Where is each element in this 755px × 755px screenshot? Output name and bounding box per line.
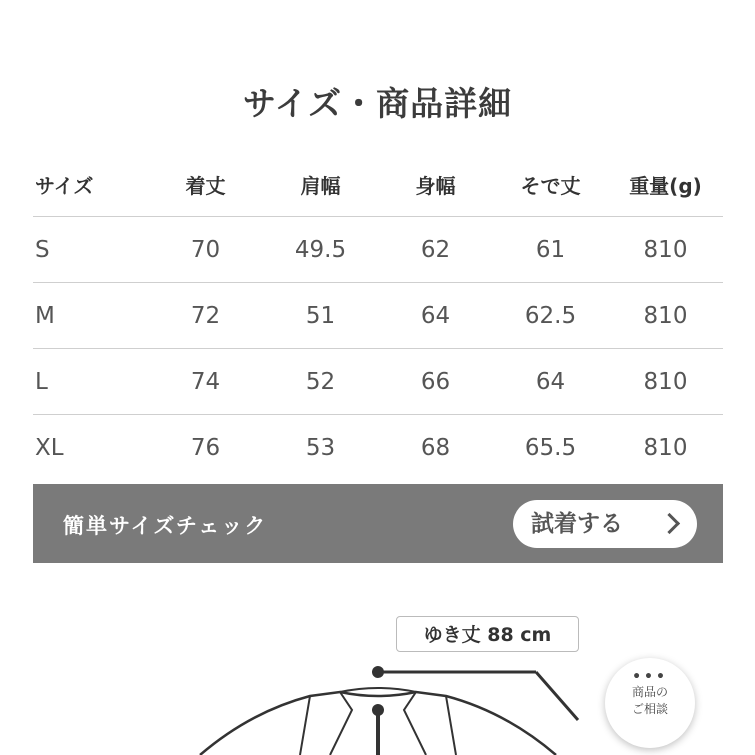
- sleeve-length-label: ゆき丈 88 cm: [396, 616, 579, 652]
- cell-width: 64: [378, 283, 493, 349]
- cell-weight: 810: [608, 349, 723, 415]
- jacket-left-lapel-outer: [300, 696, 310, 755]
- cell-length: 74: [148, 349, 263, 415]
- cell-width: 66: [378, 349, 493, 415]
- jacket-collar: [340, 688, 416, 692]
- header-length: 着丈: [148, 152, 263, 217]
- cell-sleeve: 65.5: [524, 434, 577, 461]
- cell-sleeve: 64: [493, 349, 608, 415]
- page-title: サイズ・商品詳細: [242, 84, 513, 123]
- chevron-right-icon: [659, 513, 680, 534]
- center-measure-dot: [372, 704, 384, 716]
- try-on-button[interactable]: [513, 500, 697, 548]
- header-weight: 重量(g): [608, 152, 723, 217]
- cell-sleeve: 61: [493, 217, 608, 283]
- sleeve-measure-line-diagonal: [536, 672, 578, 720]
- try-on-label: 試着する: [531, 511, 623, 537]
- header-size: サイズ: [33, 152, 148, 217]
- more-dots-icon: •••: [632, 669, 668, 685]
- header-shoulder: 肩幅: [263, 152, 378, 217]
- cell-weight: 810: [643, 434, 688, 461]
- consult-label-line2: ご相談: [631, 702, 668, 716]
- cell-weight: 810: [608, 217, 723, 283]
- cell-width: 68: [420, 434, 451, 461]
- table-header-row: [33, 152, 723, 217]
- table-row: [33, 283, 723, 349]
- cell-shoulder: 49.5: [263, 217, 378, 283]
- table-row: [33, 217, 723, 283]
- cell-shoulder: 53: [305, 434, 336, 461]
- cell-weight: 810: [608, 283, 723, 349]
- cell-width: 62: [378, 217, 493, 283]
- header-width: 身幅: [378, 152, 493, 217]
- cell-length: 72: [148, 283, 263, 349]
- cell-length: 76: [190, 434, 221, 461]
- cell-shoulder: 51: [263, 283, 378, 349]
- measure-start-dot: [372, 666, 384, 678]
- cell-sleeve: 62.5: [493, 283, 608, 349]
- jacket-right-lapel-outer: [446, 696, 456, 755]
- cell-size: XL: [35, 434, 64, 461]
- consult-button[interactable]: [605, 658, 695, 748]
- cell-size: L: [33, 349, 148, 415]
- size-check-bar: [33, 484, 723, 563]
- size-table: [33, 152, 723, 480]
- size-check-label: 簡単サイズチェック: [63, 514, 268, 538]
- table-row: [33, 349, 723, 415]
- cell-shoulder: 52: [263, 349, 378, 415]
- cell-size: M: [33, 283, 148, 349]
- cell-size: S: [33, 217, 148, 283]
- jacket-right-lapel: [404, 692, 426, 755]
- consult-label-line1: 商品の: [631, 685, 668, 699]
- table-row: [33, 415, 723, 481]
- header-sleeve: そで丈: [493, 152, 608, 217]
- jacket-left-lapel: [330, 692, 352, 755]
- cell-length: 70: [148, 217, 263, 283]
